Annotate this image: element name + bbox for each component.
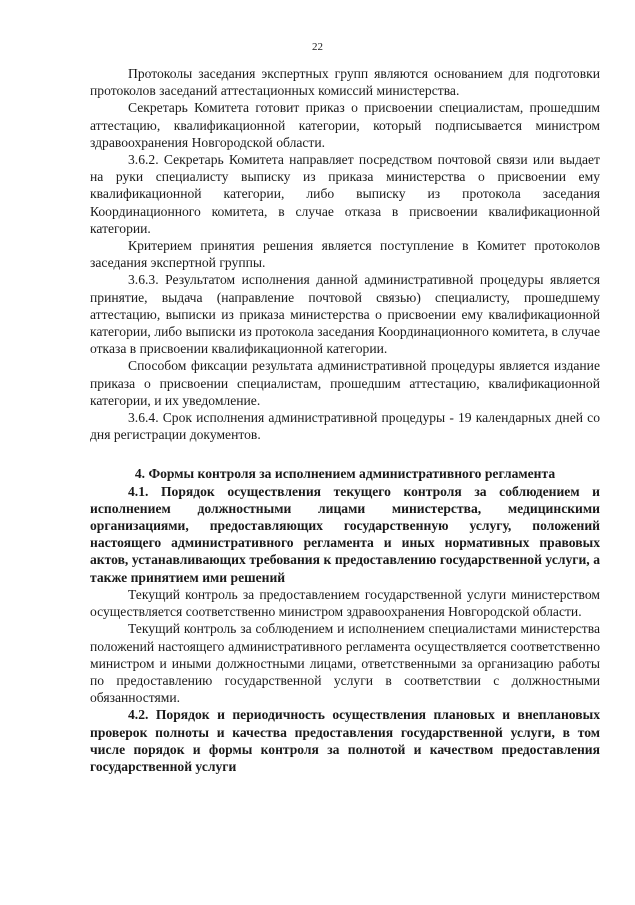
paragraph-secretary-order: Секретарь Комитета готовит приказ о присвоении специалистам, прошедшим аттестацию, квалификационной категории, который подписывается министром здравоохранения Новгородской области.: [90, 100, 600, 150]
paragraph-decision-criterion: Критерием принятия решения является поступление в Комитет протоколов заседания экспертной группы.: [90, 238, 600, 271]
page-number: 22: [312, 41, 323, 53]
section-4-1-heading: 4.1. Порядок осуществления текущего контроля за соблюдением и исполнением должностными лицами министерства, медицинскими организациями, предоставляющих государственную услугу, положений настоящего административного регламента и иных нормативных правовых актов, устанавливающих требования к предоставлению государственной услуги, а также принятием ими решений: [90, 483, 600, 585]
paragraph-3-6-3: 3.6.3. Результатом исполнения данной административной процедуры является принятие, выдача (направление почтовой связью) специалисту, прошедшему аттестацию, выписки из приказа министерства о присвоении ему квалификационной категории, либо выписки из протокола заседания Координационного комитета, в случае отказа в присвоении квалификационной категории.: [90, 272, 600, 357]
section-4-2-heading: 4.2. Порядок и периодичность осуществления плановых и внеплановых проверок полноты и качества предоставления государственной услуги, в том числе порядок и формы контроля за полнотой и качеством предоставления государственной услуги: [90, 707, 600, 774]
paragraph-current-control-specialists: Текущий контроль за соблюдением и исполнением специалистами министерства положений настоящего административного регламента осуществляется соответственно министром и иными должностными лицами, ответственными за организацию работы по предоставлению государственной услуги в соответствии с должностными обязанностями.: [90, 621, 600, 706]
document-body: [90, 65, 600, 775]
paragraph-fixation-method: Способом фиксации результата административной процедуры является издание приказа о присвоении специалистам, прошедшим аттестацию, квалификационной категории, и их уведомление.: [90, 358, 600, 408]
paragraph-protocols: Протоколы заседания экспертных групп являются основанием для подготовки протоколов заседаний аттестационных комиссий министерства.: [90, 66, 600, 99]
section-4-heading: 4. Формы контроля за исполнением административного регламента: [134, 466, 556, 482]
paragraph-3-6-4: 3.6.4. Срок исполнения административной процедуры - 19 календарных дней со дня регистрации документов.: [90, 410, 600, 443]
paragraph-current-control: Текущий контроль за предоставлением государственной услуги министерством осуществляется соответственно министром здравоохранения Новгородской области.: [90, 586, 600, 620]
paragraph-3-6-2: 3.6.2. Секретарь Комитета направляет посредством почтовой связи или выдает на руки специалисту выписку из приказа министерства о присвоении ему квалификационной категории, либо выписку из протокола заседания Координационного комитета, в случае отказа в присвоении квалификационной категории.: [90, 152, 600, 236]
